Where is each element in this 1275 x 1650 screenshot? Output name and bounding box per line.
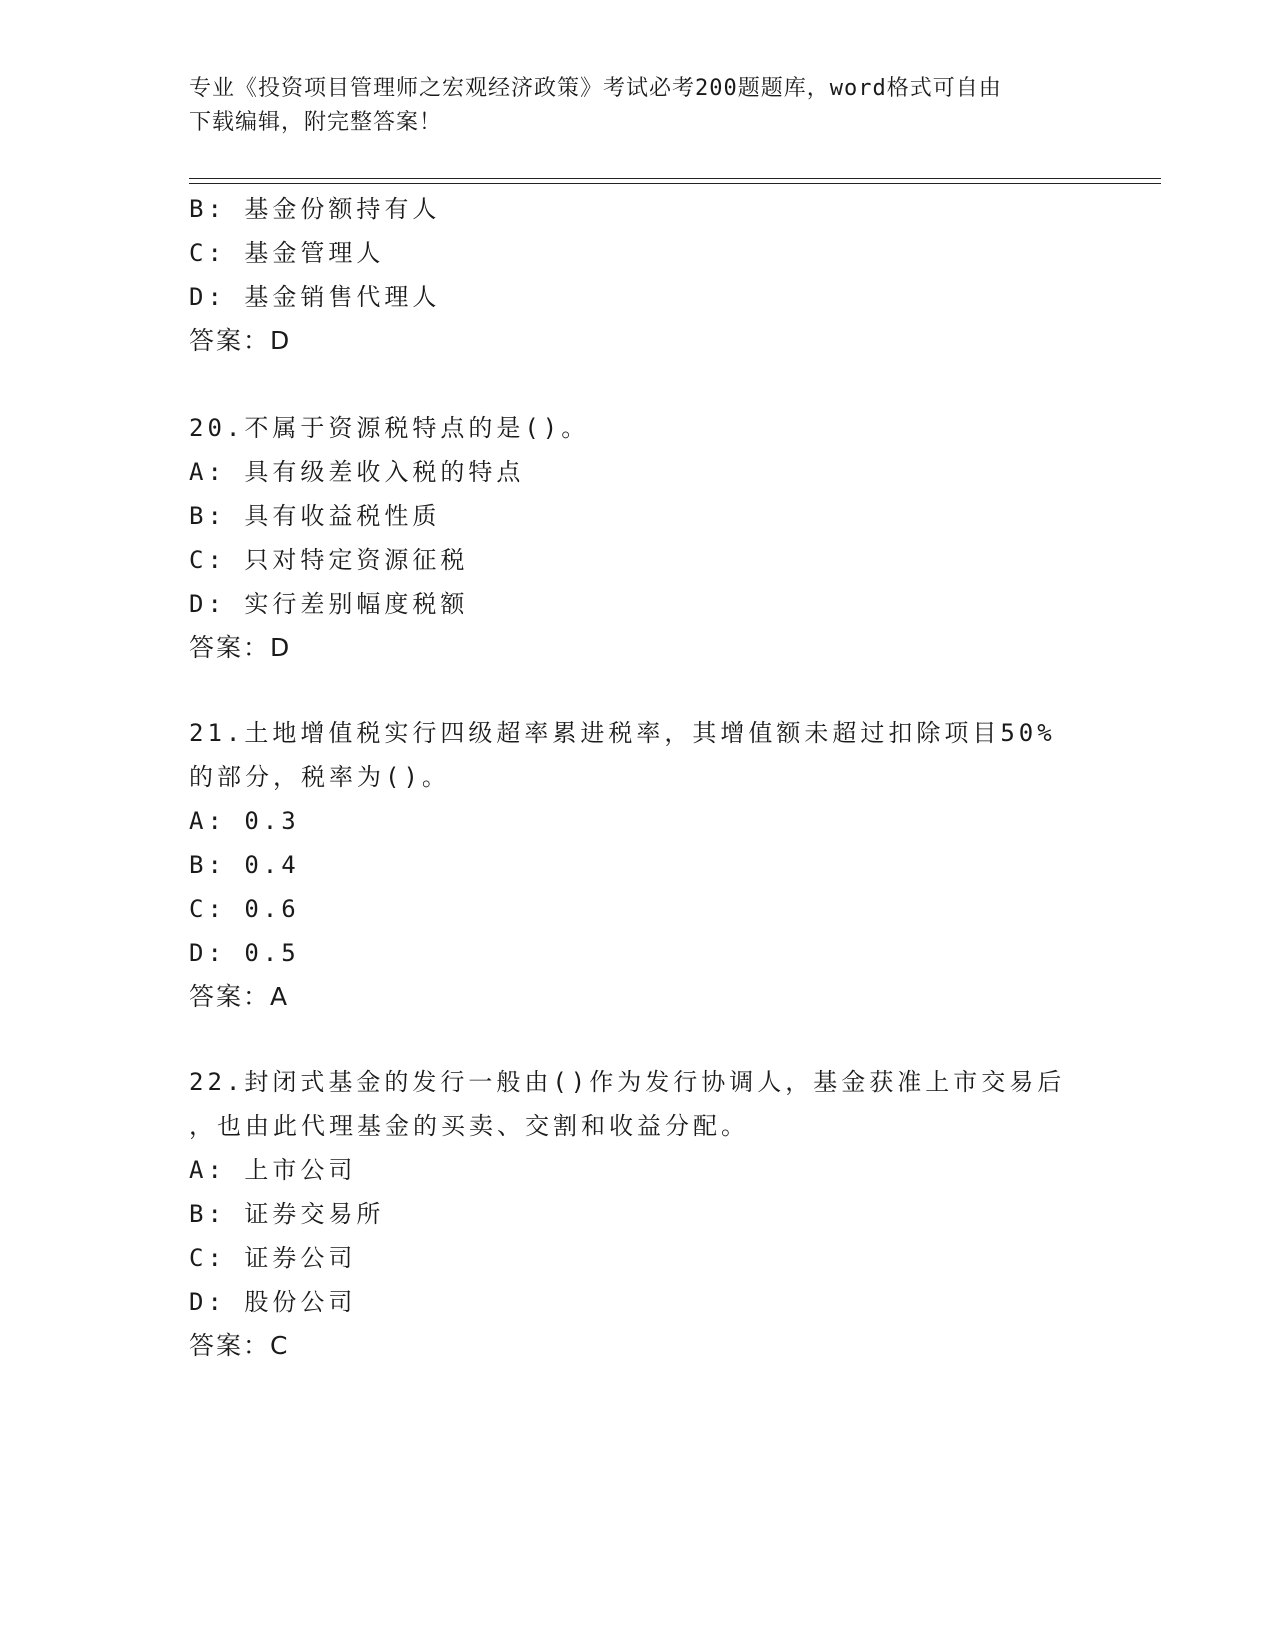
q20-option-c: C: 只对特定资源征税 <box>189 546 469 574</box>
q22-option-c: C: 证券公司 <box>189 1244 357 1272</box>
header-title-line-1: 专业《投资项目管理师之宏观经济政策》考试必考200题题库，word格式可自由 <box>189 76 1002 101</box>
q21-answer: 答案：A <box>189 982 290 1011</box>
q20-answer: 答案：D <box>189 633 292 662</box>
header-divider-top <box>189 178 1161 179</box>
q21-option-d: D: 0.5 <box>189 939 300 967</box>
q21-option-a: A: 0.3 <box>189 807 300 835</box>
q19-answer: 答案：D <box>189 326 292 355</box>
q22-option-d: D: 股份公司 <box>189 1288 357 1316</box>
q22-option-a: A: 上市公司 <box>189 1156 357 1184</box>
q22-answer: 答案：C <box>189 1331 290 1360</box>
q19-option-c: C: 基金管理人 <box>189 239 385 267</box>
q21-stem-line-2: 的部分，税率为()。 <box>189 763 450 791</box>
q20-option-a: A: 具有级差收入税的特点 <box>189 458 525 486</box>
q19-option-d: D: 基金销售代理人 <box>189 283 441 311</box>
q20-option-d: D: 实行差别幅度税额 <box>189 590 469 618</box>
q21-option-c: C: 0.6 <box>189 895 300 923</box>
q22-option-b: B: 证券交易所 <box>189 1200 385 1228</box>
q21-option-b: B: 0.4 <box>189 851 300 879</box>
header-title-line-2: 下载编辑，附完整答案！ <box>189 110 443 135</box>
q20-option-b: B: 具有收益税性质 <box>189 502 441 530</box>
q21-stem-line-1: 21.土地增值税实行四级超率累进税率，其增值额未超过扣除项目50% <box>189 719 1056 747</box>
q22-stem-line-1: 22.封闭式基金的发行一般由()作为发行协调人，基金获准上市交易后 <box>189 1068 1066 1096</box>
header-divider-bottom <box>189 183 1161 184</box>
q22-stem-line-2: ，也由此代理基金的买卖、交割和收益分配。 <box>189 1112 749 1140</box>
q20-stem: 20.不属于资源税特点的是()。 <box>189 414 590 442</box>
q19-option-b: B: 基金份额持有人 <box>189 195 441 223</box>
document-header <box>189 72 1089 140</box>
